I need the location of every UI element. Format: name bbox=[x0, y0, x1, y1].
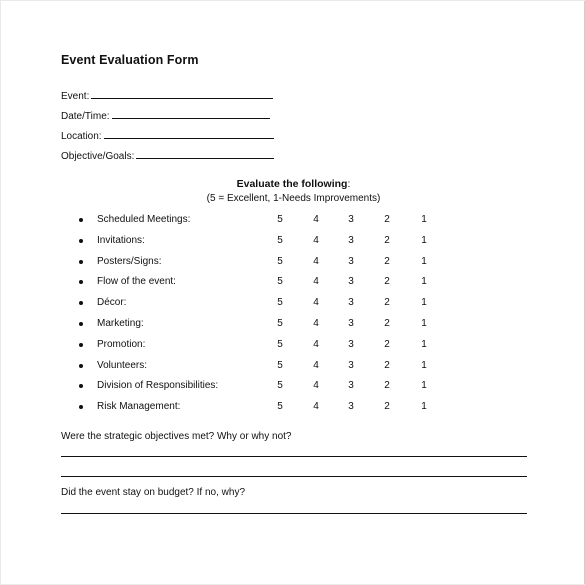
rating-option-1[interactable]: 1 bbox=[421, 401, 427, 413]
rating-option-2[interactable]: 2 bbox=[384, 318, 390, 329]
objective-goals-label: Objective/Goals: bbox=[61, 151, 135, 162]
location-field bbox=[61, 129, 274, 142]
rating-option-2[interactable]: 2 bbox=[384, 276, 390, 288]
evaluation-row bbox=[1, 318, 585, 332]
rating-option-3[interactable]: 3 bbox=[348, 338, 354, 350]
objective-goals-field bbox=[61, 149, 274, 162]
rating-option-2[interactable]: 2 bbox=[384, 338, 390, 350]
rating-option-1[interactable]: 1 bbox=[421, 359, 427, 371]
rating-option-5[interactable]: 5 bbox=[277, 255, 283, 267]
form-title: Event Evaluation Form bbox=[61, 53, 199, 67]
rating-option-1[interactable]: 1 bbox=[421, 276, 427, 288]
rating-option-4[interactable]: 4 bbox=[313, 318, 319, 329]
answer-line[interactable] bbox=[61, 456, 527, 457]
event-input-line[interactable] bbox=[91, 89, 273, 99]
rating-option-1[interactable]: 1 bbox=[421, 338, 427, 350]
evaluation-row bbox=[1, 339, 585, 353]
rating-option-2[interactable]: 2 bbox=[384, 214, 390, 225]
rating-option-1[interactable]: 1 bbox=[421, 234, 427, 246]
rating-option-1[interactable]: 1 bbox=[421, 318, 427, 329]
question-budget: Did the event stay on budget? If no, why? bbox=[61, 487, 246, 498]
location-label: Location: bbox=[61, 131, 102, 142]
evaluation-item-label: Scheduled Meetings: bbox=[97, 214, 191, 225]
bullet-icon bbox=[79, 364, 83, 368]
evaluation-item-label: Flow of the event: bbox=[97, 276, 176, 288]
bullet-icon bbox=[79, 260, 83, 264]
rating-option-3[interactable]: 3 bbox=[348, 214, 354, 225]
evaluation-row bbox=[1, 214, 585, 228]
date-time-input-line[interactable] bbox=[112, 109, 270, 119]
evaluation-row bbox=[1, 360, 585, 374]
rating-option-5[interactable]: 5 bbox=[277, 297, 283, 309]
evaluation-row bbox=[1, 401, 585, 415]
evaluation-row bbox=[1, 297, 585, 311]
rating-option-3[interactable]: 3 bbox=[348, 401, 354, 413]
rating-option-3[interactable]: 3 bbox=[348, 255, 354, 267]
evaluation-item-label: Division of Responsibilities: bbox=[97, 380, 219, 392]
rating-option-4[interactable]: 4 bbox=[313, 297, 319, 309]
bullet-icon bbox=[79, 384, 83, 388]
rating-option-2[interactable]: 2 bbox=[384, 297, 390, 309]
evaluation-row bbox=[1, 380, 585, 394]
rating-option-4[interactable]: 4 bbox=[313, 234, 319, 246]
rating-option-3[interactable]: 3 bbox=[348, 297, 354, 309]
rating-option-5[interactable]: 5 bbox=[277, 234, 283, 246]
rating-option-1[interactable]: 1 bbox=[421, 214, 427, 225]
rating-option-2[interactable]: 2 bbox=[384, 380, 390, 392]
evaluation-item-label: Risk Management: bbox=[97, 401, 181, 413]
evaluate-heading bbox=[1, 178, 585, 190]
bullet-icon bbox=[79, 301, 83, 305]
rating-option-2[interactable]: 2 bbox=[384, 359, 390, 371]
bullet-icon bbox=[79, 218, 83, 222]
evaluate-heading-colon: : bbox=[347, 178, 351, 190]
rating-option-5[interactable]: 5 bbox=[277, 214, 283, 225]
event-field bbox=[61, 89, 273, 102]
rating-option-1[interactable]: 1 bbox=[421, 380, 427, 392]
evaluation-item-label: Volunteers: bbox=[97, 359, 148, 371]
date-time-label: Date/Time: bbox=[61, 111, 110, 122]
evaluate-heading-text: Evaluate the following bbox=[236, 178, 348, 190]
evaluation-item-label: Décor: bbox=[97, 297, 127, 309]
bullet-icon bbox=[79, 343, 83, 347]
rating-option-5[interactable]: 5 bbox=[277, 338, 283, 350]
question-strategic-objectives: Were the strategic objectives met? Why or why not? bbox=[61, 431, 292, 442]
rating-option-2[interactable]: 2 bbox=[384, 234, 390, 246]
rating-option-5[interactable]: 5 bbox=[277, 318, 283, 329]
evaluation-row bbox=[1, 276, 585, 290]
rating-option-4[interactable]: 4 bbox=[313, 214, 319, 225]
event-label: Event: bbox=[61, 91, 90, 102]
evaluation-item-label: Marketing: bbox=[97, 318, 144, 329]
rating-option-1[interactable]: 1 bbox=[421, 297, 427, 309]
answer-line[interactable] bbox=[61, 513, 527, 514]
evaluation-item-label: Promotion: bbox=[97, 338, 146, 350]
date-time-field bbox=[61, 109, 270, 122]
rating-option-4[interactable]: 4 bbox=[313, 401, 319, 413]
rating-option-5[interactable]: 5 bbox=[277, 276, 283, 288]
rating-option-3[interactable]: 3 bbox=[348, 234, 354, 246]
evaluation-item-label: Invitations: bbox=[97, 234, 145, 246]
scale-note: (5 = Excellent, 1-Needs Improvements) bbox=[206, 193, 381, 204]
bullet-icon bbox=[79, 322, 83, 326]
evaluation-item-label: Posters/Signs: bbox=[97, 255, 162, 267]
bullet-icon bbox=[79, 405, 83, 409]
rating-option-3[interactable]: 3 bbox=[348, 318, 354, 329]
rating-option-4[interactable]: 4 bbox=[313, 276, 319, 288]
evaluation-row bbox=[1, 235, 585, 249]
rating-option-2[interactable]: 2 bbox=[384, 401, 390, 413]
rating-option-1[interactable]: 1 bbox=[421, 255, 427, 267]
rating-option-3[interactable]: 3 bbox=[348, 359, 354, 371]
evaluation-row bbox=[1, 256, 585, 270]
rating-option-4[interactable]: 4 bbox=[313, 380, 319, 392]
answer-line[interactable] bbox=[61, 476, 527, 477]
rating-option-5[interactable]: 5 bbox=[277, 380, 283, 392]
bullet-icon bbox=[79, 239, 83, 243]
bullet-icon bbox=[79, 280, 83, 284]
rating-option-4[interactable]: 4 bbox=[313, 255, 319, 267]
rating-option-5[interactable]: 5 bbox=[277, 359, 283, 371]
document-page bbox=[1, 1, 585, 584]
location-input-line[interactable] bbox=[104, 129, 274, 139]
rating-option-5[interactable]: 5 bbox=[277, 401, 283, 413]
rating-option-2[interactable]: 2 bbox=[384, 255, 390, 267]
rating-option-4[interactable]: 4 bbox=[313, 338, 319, 350]
rating-option-3[interactable]: 3 bbox=[348, 380, 354, 392]
objective-goals-input-line[interactable] bbox=[136, 149, 274, 159]
rating-option-4[interactable]: 4 bbox=[313, 359, 319, 371]
rating-option-3[interactable]: 3 bbox=[348, 276, 354, 288]
